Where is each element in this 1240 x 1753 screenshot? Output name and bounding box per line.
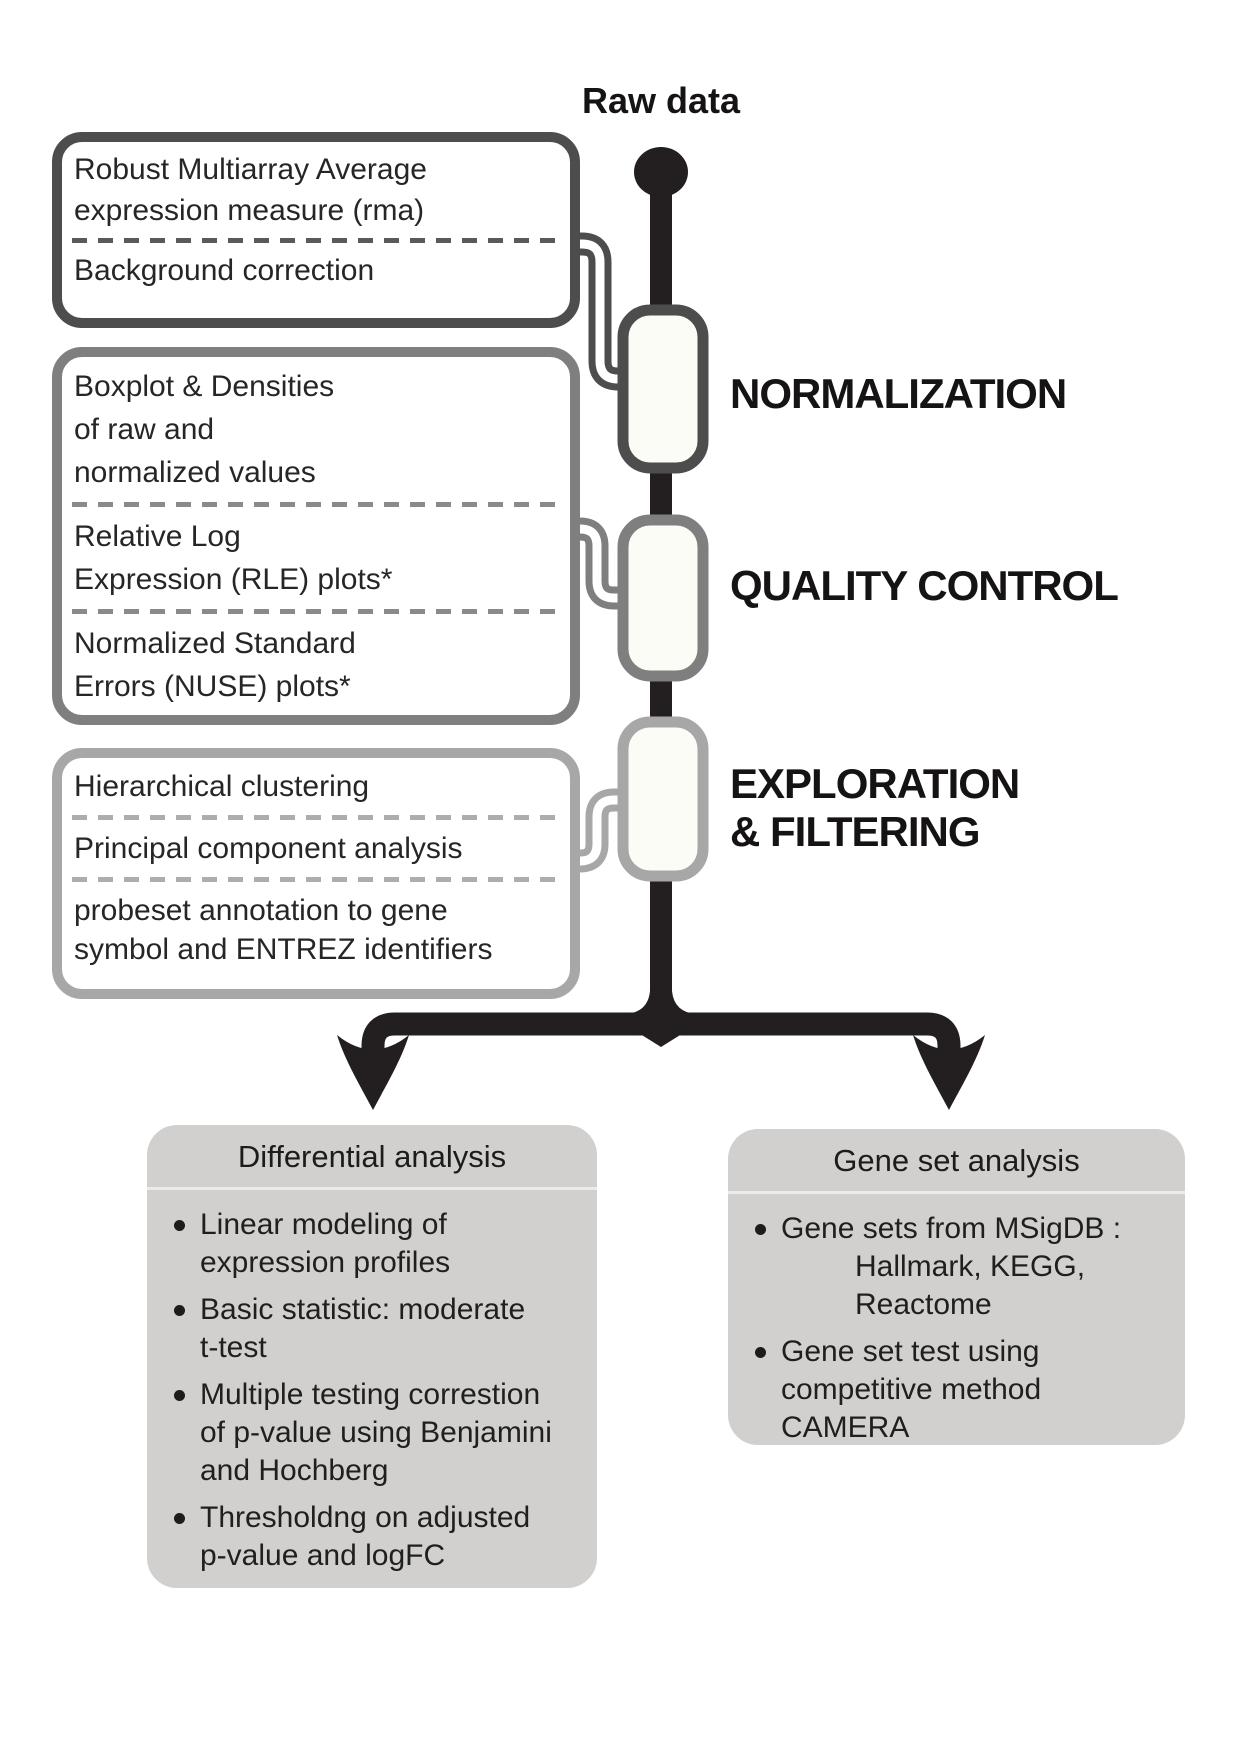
panel-gene-set-analysis	[728, 1129, 1185, 1445]
process-line: of raw and	[74, 413, 215, 446]
stage-label-line: QUALITY CONTROL	[730, 562, 1118, 609]
stage-label-line: NORMALIZATION	[730, 370, 1067, 417]
bullet-line: t-test	[200, 1331, 267, 1364]
bullet-text	[200, 1499, 530, 1575]
process-line: Principal component analysis	[74, 832, 463, 865]
stage-label-exploration-filtering	[730, 760, 1019, 856]
process-box-exploration	[52, 748, 580, 999]
process-line: Hierarchical clustering	[74, 770, 370, 803]
bullet-line: Multiple testing correstion	[200, 1378, 541, 1411]
raw-data-label: Raw data	[581, 80, 741, 121]
bullet-text	[200, 1376, 552, 1490]
process-box-normalization	[52, 132, 580, 328]
bullet-line: Reactome	[855, 1288, 992, 1321]
list-item	[755, 1210, 1171, 1324]
bullet-icon	[174, 1305, 185, 1316]
stage-label-line: & FILTERING	[730, 808, 980, 855]
process-section	[68, 614, 564, 716]
process-section	[68, 243, 564, 298]
bullet-line: Linear modeling of	[200, 1208, 447, 1241]
branch-center-peak	[637, 1032, 685, 1047]
list-item	[174, 1206, 583, 1282]
list-item	[174, 1376, 583, 1490]
stage-label-quality-control	[730, 562, 1118, 610]
bullet-line: Basic statistic: moderate	[200, 1293, 526, 1326]
bullet-icon	[174, 1390, 185, 1401]
process-line: symbol and ENTREZ identifiers	[74, 933, 493, 966]
bullet-line: CAMERA	[781, 1411, 910, 1444]
process-line: Background correction	[74, 254, 375, 287]
stage-label-normalization	[730, 370, 1066, 418]
process-section	[68, 507, 564, 609]
bullet-text	[781, 1210, 1121, 1324]
bullet-list	[147, 1190, 597, 1575]
list-item	[755, 1333, 1171, 1445]
process-section	[68, 142, 564, 238]
process-line: Errors (NUSE) plots*	[74, 670, 351, 703]
process-section	[68, 758, 564, 815]
node-quality-control	[623, 520, 703, 676]
bullet-icon	[174, 1220, 185, 1231]
bullet-line: competitive method	[781, 1373, 1042, 1406]
process-line: Expression (RLE) plots*	[74, 563, 393, 596]
process-line: normalized values	[74, 456, 316, 489]
bullet-icon	[174, 1513, 185, 1524]
raw-data-dot	[634, 147, 688, 197]
bullet-text	[200, 1206, 450, 1282]
bullet-text	[781, 1333, 1041, 1445]
bullet-line: Gene sets from MSigDB :	[781, 1212, 1122, 1245]
bullet-text	[200, 1291, 525, 1367]
process-line: expression measure (rma)	[74, 194, 425, 227]
bullet-icon	[755, 1224, 766, 1235]
panel-title: Gene set analysis	[833, 1143, 1080, 1178]
branch-fillet-right	[672, 991, 696, 1018]
bullet-line: Thresholdng on adjusted	[200, 1501, 531, 1534]
bullet-line: Gene set test using	[781, 1335, 1040, 1368]
bullet-list	[728, 1194, 1185, 1445]
bullet-line: expression profiles	[200, 1246, 451, 1279]
bullet-line: and Hochberg	[200, 1454, 389, 1487]
panel-differential-analysis	[147, 1125, 597, 1588]
bullet-line: Hallmark, KEGG,	[855, 1250, 1086, 1283]
list-item	[174, 1291, 583, 1367]
process-section	[68, 882, 564, 978]
process-line: Relative Log	[74, 520, 241, 553]
process-line: Normalized Standard	[74, 627, 356, 660]
bullet-icon	[755, 1347, 766, 1358]
process-line: Boxplot & Densities	[74, 370, 335, 403]
list-item	[174, 1499, 583, 1575]
bullet-line: of p-value using Benjamini	[200, 1416, 552, 1449]
panel-title: Differential analysis	[237, 1139, 507, 1174]
stage-label-line: EXPLORATION	[730, 760, 1020, 807]
process-box-quality-control	[52, 347, 580, 725]
process-line: Robust Multiarray Average	[74, 153, 427, 186]
node-normalization	[623, 310, 703, 468]
node-exploration	[623, 722, 703, 876]
process-line: probeset annotation to gene	[74, 894, 448, 927]
bullet-line: p-value and logFC	[200, 1539, 446, 1572]
branch-fillet-left	[626, 991, 650, 1018]
process-section	[68, 357, 564, 502]
process-section	[68, 820, 564, 877]
